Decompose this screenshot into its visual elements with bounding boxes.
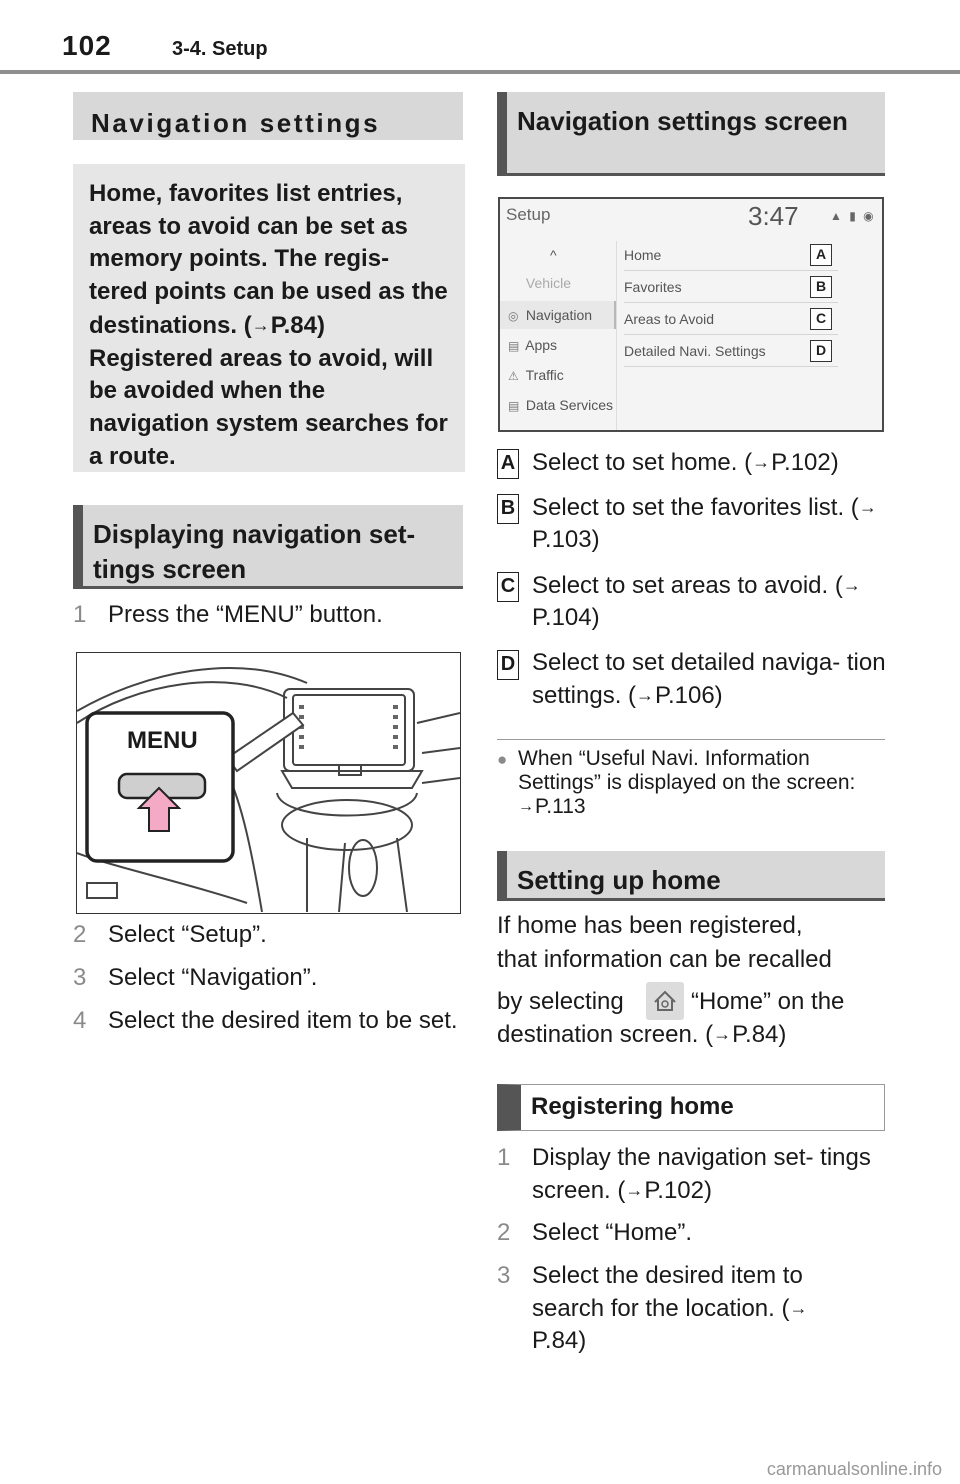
- step-number: 1: [73, 601, 87, 628]
- home-para-line-4: destination screen. (→P.84): [497, 1018, 887, 1051]
- screen-row-favorites[interactable]: [624, 273, 838, 303]
- row-label: Favorites: [624, 279, 682, 295]
- home-para-line-3: by selecting “Home” on the: [497, 986, 887, 1018]
- letter-b: B: [497, 494, 519, 524]
- intro-ref: P.84: [270, 311, 317, 339]
- intro-text-before: Home, favorites list entries, areas to avoid can be set as memory points. The regis- tered points can be used as the destinations. (: [89, 180, 448, 339]
- menu-button-illustration: [76, 652, 461, 914]
- row-label: Areas to Avoid: [624, 311, 715, 327]
- item-d: [497, 647, 887, 712]
- item-text: Select to set home. (→P.102): [497, 446, 887, 479]
- arrow-icon: →: [625, 1180, 644, 1200]
- letter-a: A: [497, 449, 519, 479]
- menu-label: MENU: [127, 727, 198, 754]
- header-rule: [0, 70, 960, 74]
- heading-settings-screen: Navigation settings screen: [497, 92, 885, 176]
- step-2-left: [73, 919, 463, 951]
- item-c: [497, 569, 887, 634]
- letter-d: D: [497, 650, 519, 680]
- step-number: 3: [73, 964, 87, 991]
- arrow-icon: →: [251, 314, 270, 335]
- heading-registering-home: Registering home: [497, 1084, 885, 1131]
- arrow-icon: →: [752, 452, 771, 472]
- step-1-right: [497, 1142, 887, 1207]
- sidebar-item-vehicle[interactable]: Vehicle: [525, 275, 572, 291]
- step-2-right: [497, 1217, 887, 1249]
- callout-c: C: [810, 308, 832, 330]
- navigation-icon: ◎: [508, 309, 519, 323]
- callout-b: B: [810, 276, 832, 298]
- screen-sidebar: [500, 241, 616, 431]
- screen-row-home[interactable]: [624, 241, 838, 271]
- step-text: Select “Navigation”.: [108, 964, 318, 991]
- step-4-left: [73, 1005, 463, 1037]
- step-number: 4: [73, 1007, 87, 1034]
- step-number: 1: [497, 1144, 511, 1171]
- item-text: Select to set areas to avoid. (→P.104): [497, 569, 887, 634]
- destination-home-icon: [646, 982, 684, 1020]
- item-text: Select to set detailed naviga- tion settings. (→P.106): [532, 649, 886, 709]
- sidebar-item-traffic[interactable]: ⚠ Traffic: [508, 367, 564, 383]
- step-text: Press the “MENU” button.: [108, 601, 383, 628]
- arrow-icon: →: [789, 1298, 808, 1318]
- note-text: When “Useful Navi. Information Settings” is displayed on the screen: →P.113: [518, 747, 856, 818]
- item-text: Select to set the favorites list. (→P.103): [497, 491, 887, 556]
- traffic-icon: ⚠: [508, 369, 519, 383]
- intro-text-after: ) Registered areas to avoid, will be avoided when the navigation system searches for a route.: [89, 311, 448, 470]
- screen-row-areas-to-avoid[interactable]: [624, 305, 838, 335]
- callout-a: A: [810, 244, 832, 266]
- step-1-left: [73, 599, 463, 631]
- letter-c: C: [497, 572, 519, 602]
- screen-title: Setup: [506, 205, 551, 224]
- home-paragraph: [497, 910, 887, 1051]
- status-icons: ▲ ▮ ◉: [830, 209, 876, 223]
- sidebar-item-navigation[interactable]: ◎ Navigation: [508, 307, 593, 323]
- heading-navigation-settings: Navigation settings: [73, 92, 463, 140]
- callout-d: D: [810, 340, 832, 362]
- note-divider: [497, 739, 885, 740]
- row-label: Detailed Navi. Settings: [624, 343, 766, 359]
- home-para-line-2: that information can be recalled: [497, 946, 832, 973]
- watermark: carmanualsonline.info: [766, 1459, 942, 1479]
- item-a: [497, 446, 887, 479]
- heading-setting-up-home: Setting up home: [497, 851, 885, 901]
- arrow-icon: →: [842, 575, 861, 595]
- step-text: Select the desired item to be set.: [108, 1007, 458, 1034]
- step-text: Select “Setup”.: [108, 921, 267, 948]
- arrow-icon: →: [518, 798, 534, 815]
- heading-displaying-screen: Displaying navigation set- tings screen: [73, 505, 463, 589]
- arrow-icon: →: [858, 497, 877, 517]
- step-number: 2: [73, 921, 87, 948]
- sidebar-item-apps[interactable]: ▤ Apps: [508, 337, 558, 353]
- screen-row-detailed-settings[interactable]: [624, 337, 838, 367]
- data-services-icon: ▤: [508, 399, 520, 413]
- settings-screen-mockup: [498, 197, 884, 432]
- home-para-line-1: If home has been registered,: [497, 912, 803, 939]
- sidebar-up-arrow[interactable]: ^: [550, 247, 557, 263]
- dashboard-drawing: [77, 653, 460, 912]
- screen-divider: [616, 241, 617, 431]
- step-number: 3: [497, 1262, 511, 1289]
- row-label: Home: [624, 247, 662, 263]
- note-useful-navi: [497, 747, 867, 819]
- step-3-right: [497, 1260, 827, 1357]
- bullet-icon: ●: [497, 750, 508, 769]
- arrow-icon: →: [636, 685, 655, 705]
- step-text: Display the navigation set- tings screen. (→P.102): [532, 1144, 871, 1204]
- section-title: 3-4. Setup: [172, 38, 268, 60]
- step-number: 2: [497, 1219, 511, 1246]
- arrow-icon: →: [713, 1024, 732, 1044]
- apps-icon: ▤: [508, 339, 520, 353]
- page-number: 102: [62, 30, 112, 61]
- item-b: [497, 491, 887, 556]
- screen-clock: 3:47: [748, 201, 799, 231]
- step-3-left: [73, 962, 463, 994]
- intro-box: [73, 164, 465, 472]
- sidebar-item-data-services[interactable]: ▤ Data Services: [508, 397, 614, 413]
- step-text: Select the desired item to search for the location. (→P.84): [532, 1262, 808, 1354]
- step-text: Select “Home”.: [532, 1219, 693, 1246]
